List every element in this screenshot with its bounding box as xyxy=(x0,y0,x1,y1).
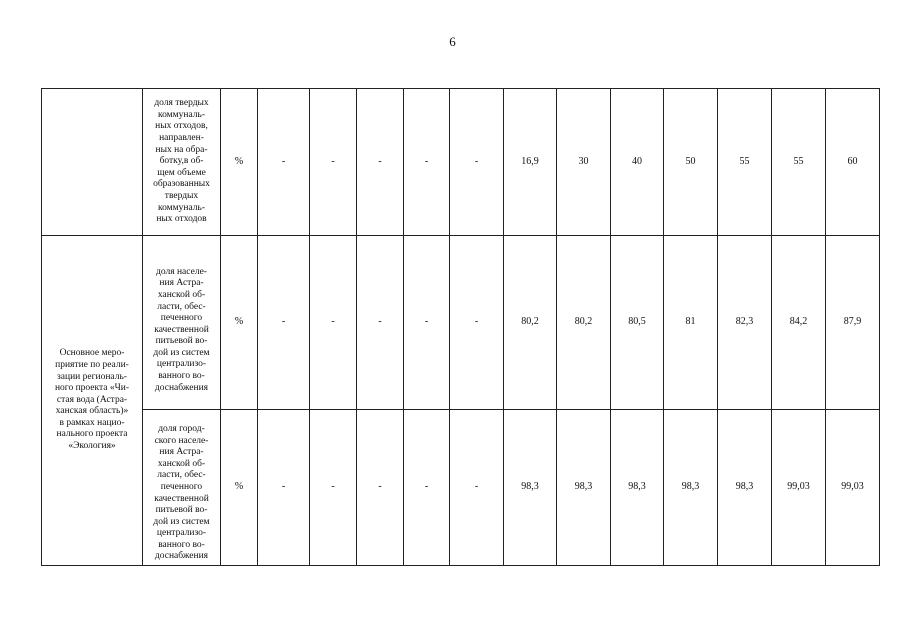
value-cell: 98,3 xyxy=(718,410,772,566)
value-cell: 80,5 xyxy=(611,236,664,410)
value-cell: 98,3 xyxy=(611,410,664,566)
value-cell: - xyxy=(357,236,404,410)
value-cell: 55 xyxy=(772,89,826,236)
value-cell: - xyxy=(450,410,504,566)
value-cell: 98,3 xyxy=(557,410,611,566)
value-cell: 30 xyxy=(557,89,611,236)
value-cell: 87,9 xyxy=(826,236,880,410)
value-cell: 98,3 xyxy=(504,410,557,566)
value-cell: 99,03 xyxy=(772,410,826,566)
value-cell: - xyxy=(357,89,404,236)
value-cell: - xyxy=(258,410,310,566)
value-cell: 16,9 xyxy=(504,89,557,236)
value-cell: 84,2 xyxy=(772,236,826,410)
value-cell: 40 xyxy=(611,89,664,236)
value-cell: 81 xyxy=(664,236,718,410)
value-cell: 99,03 xyxy=(826,410,880,566)
value-cell: - xyxy=(357,410,404,566)
indicator-cell: доля город- ского населе- ния Астра- ханской об- ласти, обес- печенного качественной питьевой во- дой из систем централизо- ванного во- доснабжения xyxy=(143,410,221,566)
indicator-cell: доля населе- ния Астра- ханской об- ласти, обес- печенного качественной питьевой во- дой из систем централизо- ванного во- доснабжения xyxy=(143,236,221,410)
table-row xyxy=(42,236,880,410)
value-cell: 50 xyxy=(664,89,718,236)
value-cell: - xyxy=(404,236,450,410)
event-cell-empty xyxy=(42,89,143,236)
value-cell: - xyxy=(310,410,357,566)
indicator-cell: доля твердых коммуналь- ных отходов, направлен- ных на обра- ботку,в об- щем объеме образованных твердых коммуналь- ных отходов xyxy=(143,89,221,236)
value-cell: 60 xyxy=(826,89,880,236)
value-cell: 98,3 xyxy=(664,410,718,566)
value-cell: 80,2 xyxy=(557,236,611,410)
indicator-table xyxy=(41,88,880,566)
unit-cell: % xyxy=(221,410,258,566)
value-cell: - xyxy=(404,89,450,236)
value-cell: - xyxy=(404,410,450,566)
value-cell: 82,3 xyxy=(718,236,772,410)
event-cell: Основное меро- приятие по реали- зации региональ- ного проекта «Чи- стая вода (Астра- ханская область)» в рамках нацио- нального проекта «Экология» xyxy=(42,236,143,566)
value-cell: - xyxy=(258,89,310,236)
value-cell: - xyxy=(310,89,357,236)
page-number: 6 xyxy=(449,34,456,49)
value-cell: - xyxy=(310,236,357,410)
value-cell: - xyxy=(450,89,504,236)
value-cell: 55 xyxy=(718,89,772,236)
value-cell: 80,2 xyxy=(504,236,557,410)
table-row xyxy=(42,410,880,566)
table-row xyxy=(42,89,880,236)
unit-cell: % xyxy=(221,89,258,236)
value-cell: - xyxy=(450,236,504,410)
unit-cell: % xyxy=(221,236,258,410)
value-cell: - xyxy=(258,236,310,410)
